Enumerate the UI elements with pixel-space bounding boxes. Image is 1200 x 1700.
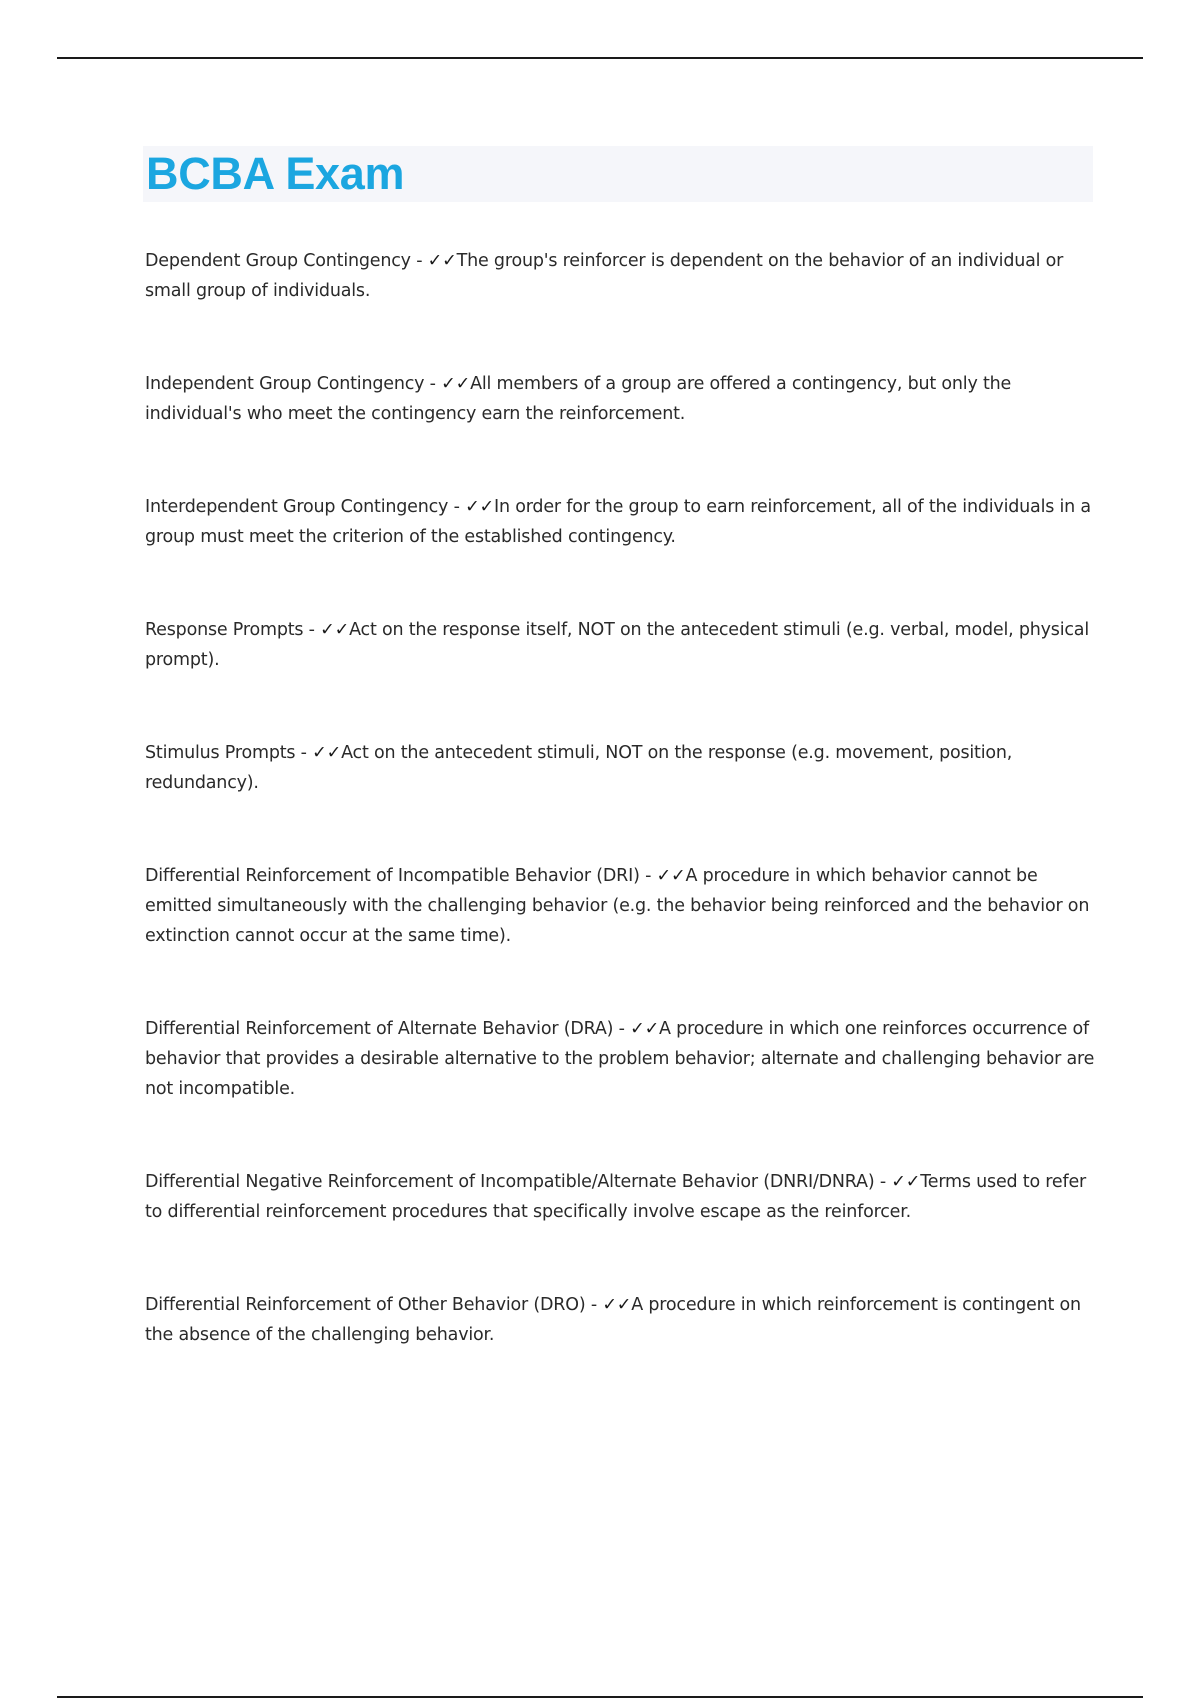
entry-term: Differential Negative Reinforcement of Incompatible/Alternate Behavior (DNRI/DNRA) [145,1172,875,1192]
entry-term: Differential Reinforcement of Other Behavior (DRO) [145,1295,586,1315]
entry-definition: The group's reinforcer is dependent on the behavior of an individual or small group of individuals. [145,251,1064,301]
entry-separator: - [613,1019,631,1039]
entry-separator: - [303,620,321,640]
flashcard-entry [145,861,1100,951]
entry-separator: - [639,866,657,886]
header-rule [57,57,1143,59]
entry-separator: - [585,1295,603,1315]
entry-definition: A procedure in which behavior cannot be emitted simultaneously with the challenging behavior (e.g. the behavior being reinforced and the behavior on extinction cannot occur at the same time). [145,866,1090,946]
flashcard-entry [145,369,1100,429]
entry-term: Differential Reinforcement of Incompatible Behavior (DRI) [145,866,640,886]
double-check-icon: ✓✓ [427,251,457,271]
entry-separator: - [874,1172,892,1192]
entry-term: Dependent Group Contingency [145,251,411,271]
flashcard-entry [145,738,1100,798]
flashcard-entry [145,615,1100,675]
entry-definition: Act on the antecedent stimuli, NOT on the response (e.g. movement, position, redundancy). [145,743,1013,793]
double-check-icon: ✓✓ [441,374,471,394]
title-banner [143,146,1093,202]
double-check-icon: ✓✓ [312,743,342,763]
entry-separator: - [295,743,313,763]
flashcard-entry [145,1290,1100,1350]
page-title: BCBA Exam [146,148,405,199]
double-check-icon: ✓✓ [602,1295,632,1315]
flashcard-entry [145,246,1100,306]
entry-definition: All members of a group are offered a contingency, but only the individual's who meet the contingency earn the reinforcement. [145,374,1012,424]
flashcard-entry [145,492,1100,552]
double-check-icon: ✓✓ [656,866,686,886]
flashcard-entry [145,1014,1100,1104]
double-check-icon: ✓✓ [891,1172,921,1192]
footer-rule [57,1696,1143,1698]
entry-separator: - [410,251,428,271]
entry-definition: Terms used to refer to differential reinforcement procedures that specifically involve escape as the reinforcer. [145,1172,1087,1222]
entry-separator: - [448,497,466,517]
entry-definition: A procedure in which reinforcement is contingent on the absence of the challenging behavior. [145,1295,1081,1345]
entry-term: Interdependent Group Contingency [145,497,449,517]
double-check-icon: ✓✓ [630,1019,660,1039]
entry-definition: Act on the response itself, NOT on the antecedent stimuli (e.g. verbal, model, physical prompt). [145,620,1089,670]
flashcard-entry [145,1167,1100,1227]
entry-term: Independent Group Contingency [145,374,425,394]
entry-definition: In order for the group to earn reinforcement, all of the individuals in a group must meet the criterion of the established contingency. [145,497,1091,547]
flashcard-list [145,246,1100,1413]
entry-term: Stimulus Prompts [145,743,296,763]
double-check-icon: ✓✓ [465,497,494,517]
double-check-icon: ✓✓ [320,620,350,640]
entry-definition: A procedure in which one reinforces occurrence of behavior that provides a desirable alternative to the problem behavior; alternate and challenging behavior are not incompatible. [145,1019,1095,1099]
entry-separator: - [424,374,442,394]
entry-term: Response Prompts [145,620,304,640]
entry-term: Differential Reinforcement of Alternate Behavior (DRA) [145,1019,614,1039]
